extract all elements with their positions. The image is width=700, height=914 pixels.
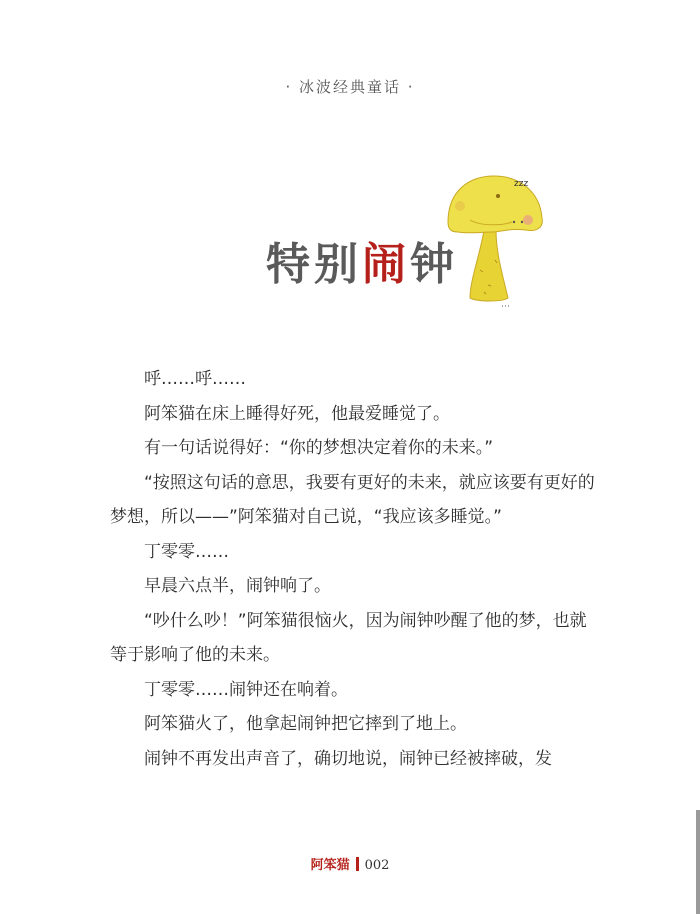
sleep-zzz-text: zzz	[514, 179, 529, 189]
paragraph: 丁零零……	[144, 541, 229, 562]
paragraph: 丁零零……闹钟还在响着。	[144, 679, 348, 700]
paragraph: 呼……呼……	[144, 369, 246, 389]
title-text-part1: 特别	[266, 239, 362, 290]
paragraph: 闹钟不再发出声音了，确切地说，闹钟已经被摔破，发	[144, 748, 552, 769]
title-text-accent: 闹	[362, 239, 410, 290]
paragraph: 阿笨猫火了，他拿起闹钟把它摔到了地上。	[144, 714, 467, 734]
paragraph: “吵什么吵！”阿笨猫很恼火，因为闹钟吵醒了他的梦，也就等于影响了他的未来。	[110, 610, 587, 665]
paragraph: 阿笨猫在床上睡得好死，他最爱睡觉了。	[144, 403, 450, 424]
page-number: 002	[364, 858, 390, 873]
series-header: · 冰波经典童话 ·	[285, 78, 415, 96]
footer-divider	[356, 857, 359, 871]
title-text-part2: 钟	[410, 239, 458, 290]
paragraph: 早晨六点半，闹钟响了。	[144, 576, 331, 596]
page-edge-shadow	[696, 810, 700, 914]
footer-brand: 阿笨猫	[310, 858, 350, 873]
story-body	[110, 362, 600, 776]
paragraph: “按照这句话的意思，我要有更好的未来，就应该要有更好的梦想，所以——”阿笨猫对自己说，“我应该多睡觉。”	[110, 472, 595, 527]
story-title	[266, 228, 458, 292]
page-footer	[0, 854, 700, 873]
paragraph: 有一句话说得好：“你的梦想决定着你的未来。”	[144, 438, 494, 458]
